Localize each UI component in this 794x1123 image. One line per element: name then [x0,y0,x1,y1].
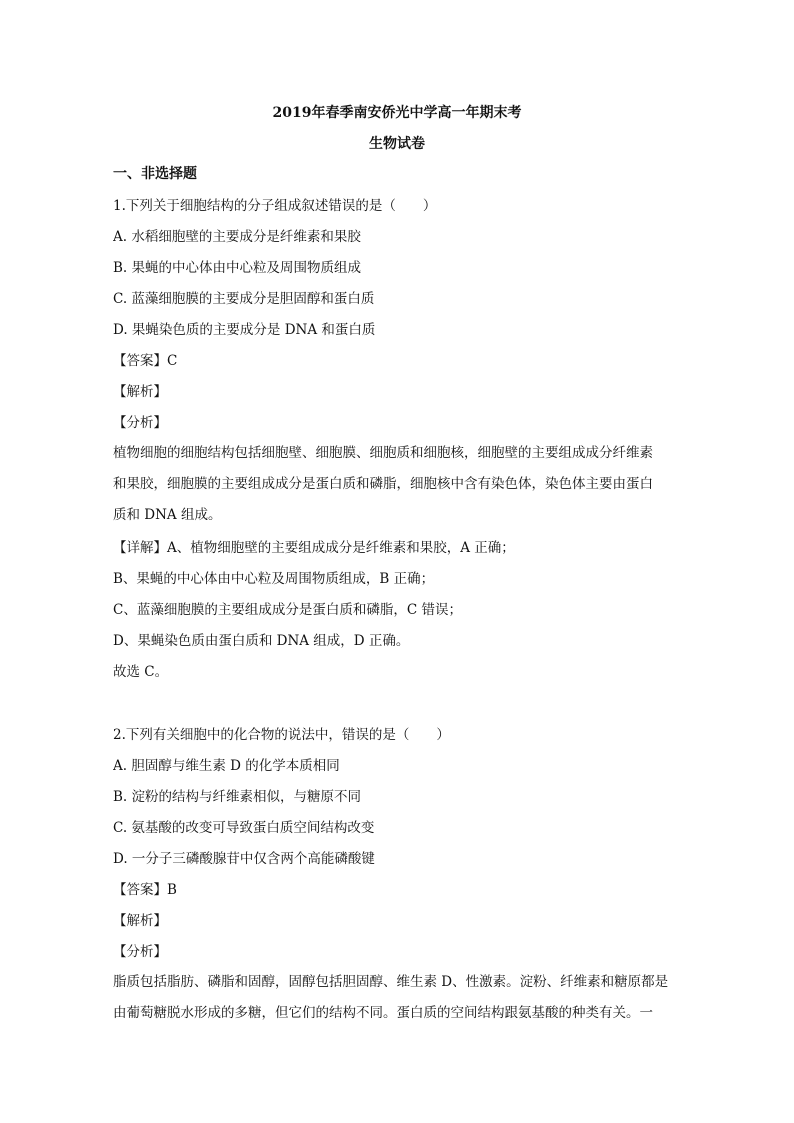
analysis-line: 质和 DNA 组成。 [113,507,222,523]
question-1-detail-d: D、果蝇染色质由蛋白质和 DNA 组成，D 正确。 [113,633,410,649]
exam-subtitle: 生物试卷 [369,136,425,152]
analysis-line: 脂质包括脂肪、磷脂和固醇，固醇包括胆固醇、维生素 D、性激素。淀粉、纤维素和糖原都是 [113,974,669,990]
question-1-answer: 【答案】C [113,353,178,369]
question-2-analysis [113,967,685,1029]
question-2-fenxi-label: 【分析】 [113,944,167,960]
question-2-option-b: B. 淀粉的结构与纤维素相似，与糖原不同 [113,789,362,805]
question-2-answer: 【答案】B [113,882,177,898]
question-1-analysis [113,438,685,531]
question-1-fenxi-label: 【分析】 [113,415,167,431]
analysis-line: 植物细胞的细胞结构包括细胞壁、细胞膜、细胞质和细胞核，细胞壁的主要组成成分纤维素 [113,445,653,461]
question-2-option-c: C. 氨基酸的改变可导致蛋白质空间结构改变 [113,820,375,836]
question-1-option-d: D. 果蝇染色质的主要成分是 DNA 和蛋白质 [113,322,376,338]
question-2-stem: 2.下列有关细胞中的化合物的说法中，错误的是（ ） [113,727,450,743]
section-heading: 一、非选择题 [113,166,197,182]
question-1-detail-b: B、果蝇的中心体由中心粒及周围物质组成，B 正确； [113,571,435,587]
question-1-jiexi-label: 【解析】 [113,384,167,400]
question-1-option-a: A. 水稻细胞壁的主要成分是纤维素和果胶 [113,229,361,245]
question-1-option-c: C. 蓝藻细胞膜的主要成分是胆固醇和蛋白质 [113,291,375,307]
analysis-line: 由葡萄糖脱水形成的多糖，但它们的结构不同。蛋白质的空间结构跟氨基酸的种类有关。一 [113,1005,653,1021]
analysis-line: 和果胶，细胞膜的主要组成成分是蛋白质和磷脂，细胞核中含有染色体，染色体主要由蛋白 [113,476,653,492]
question-1-stem: 1.下列关于细胞结构的分子组成叙述错误的是（ ） [113,198,437,214]
question-1-option-b: B. 果蝇的中心体由中心粒及周围物质组成 [113,260,362,276]
question-2-jiexi-label: 【解析】 [113,913,167,929]
question-2-option-d: D. 一分子三磷酸腺苷中仅含两个高能磷酸键 [113,851,375,867]
question-1-detail-c: C、蓝藻细胞膜的主要组成成分是蛋白质和磷脂，C 错误； [113,602,462,618]
question-2-option-a: A. 胆固醇与维生素 D 的化学本质相同 [113,758,340,774]
question-1-detail-a: 【详解】A、植物细胞壁的主要组成成分是纤维素和果胶，A 正确； [113,540,515,556]
question-1-conclusion: 故选 C。 [113,664,169,680]
exam-title: 2019年春季南安侨光中学高一年期末考 [272,105,522,121]
